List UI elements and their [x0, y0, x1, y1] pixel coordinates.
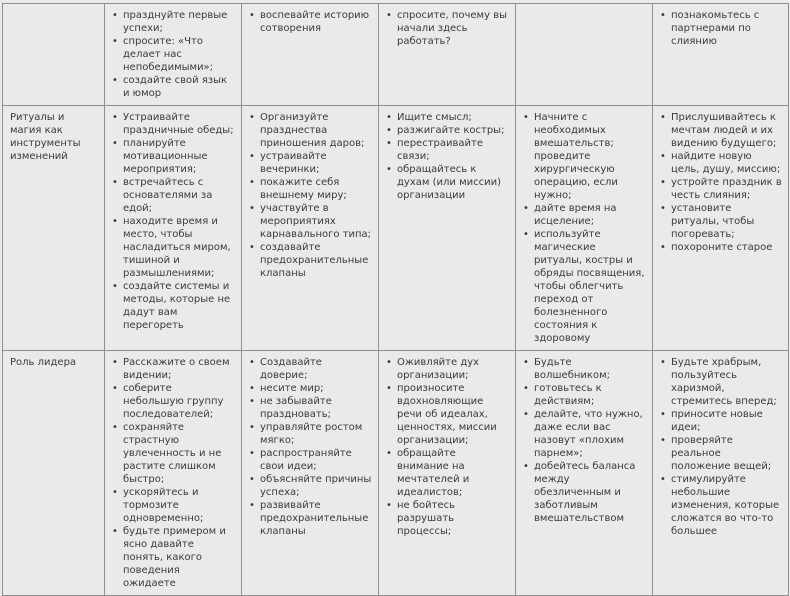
- list-item: • Будьте храбрым, пользуйтесь харизмой, стремитесь вперед;: [659, 356, 782, 408]
- table-cell: [516, 4, 653, 106]
- table-cell: [379, 4, 516, 106]
- list-item: • обращайтесь к духам (или миссии) организации: [385, 163, 509, 202]
- list-item: • Организуйте празднества приношения даров;: [248, 111, 372, 150]
- list-item: • Создавайте доверие;: [248, 356, 372, 382]
- list-item: • не бойтесь разрушать процессы;: [385, 499, 509, 538]
- list-item: • распространяйте свои идеи;: [248, 447, 372, 473]
- table-cell: [653, 106, 789, 351]
- book-table: [2, 3, 789, 596]
- bullet-list: [248, 9, 372, 35]
- bullet-list: [659, 356, 782, 538]
- list-item: • найдите новую цель, душу, миссию;: [659, 150, 782, 176]
- list-item: • разжигайте костры;: [385, 124, 509, 137]
- table-cell: [105, 351, 242, 596]
- list-item: • похороните старое: [659, 241, 782, 254]
- list-item: • сохраняйте страстную увлеченность и не растите слишком быстро;: [111, 421, 235, 486]
- list-item: • дайте время на исцеление;: [522, 202, 646, 228]
- table-cell: [516, 351, 653, 596]
- list-item: • планируйте мотивационные мероприятия;: [111, 137, 235, 176]
- list-item: • находите время и место, чтобы насладиться миром, тишиной и размышлениями;: [111, 215, 235, 280]
- list-item: • празднуйте первые успехи;: [111, 9, 235, 35]
- list-item: • будьте примером и ясно давайте понять, какого поведения ожидаете: [111, 525, 235, 590]
- list-item: • управляйте ростом мягко;: [248, 421, 372, 447]
- row-header: Роль лидера: [3, 351, 105, 596]
- bullet-list: [659, 111, 782, 254]
- bullet-list: [385, 356, 509, 538]
- bullet-list: [248, 111, 372, 280]
- list-item: • участвуйте в мероприятиях карнавального типа;: [248, 202, 372, 241]
- list-item: • познакомьтесь с партнерами по слиянию: [659, 9, 782, 48]
- list-item: • соберите небольшую группу последователей;: [111, 382, 235, 421]
- list-item: • используйте магические ритуалы, костры и обряды посвящения, чтобы облегчить переход от болезненного состояния к здоровому: [522, 228, 646, 345]
- bullet-list: [111, 356, 235, 590]
- list-item: • устройте праздник в честь слияния;: [659, 176, 782, 202]
- table-row: [3, 4, 789, 106]
- table-cell: [105, 106, 242, 351]
- list-item: • спросите, почему вы начали здесь работать?: [385, 9, 509, 48]
- list-item: • развивайте предохранительные клапаны: [248, 499, 372, 538]
- row-header: Ритуалы и магия как инструменты изменений: [3, 106, 105, 351]
- list-item: • установите ритуалы, чтобы погоревать;: [659, 202, 782, 241]
- list-item: • не забывайте праздновать;: [248, 395, 372, 421]
- bullet-list: [522, 356, 646, 525]
- table-cell: [242, 351, 379, 596]
- table-cell: [653, 351, 789, 596]
- list-item: • проверяйте реальное положение вещей;: [659, 434, 782, 473]
- bullet-list: [111, 111, 235, 332]
- list-item: • Оживляйте дух организации;: [385, 356, 509, 382]
- list-item: • создайте системы и методы, которые не дадут вам перегореть: [111, 280, 235, 332]
- table-cell: [516, 106, 653, 351]
- table-row: [3, 351, 789, 596]
- bullet-list: [659, 9, 782, 48]
- table-row: [3, 106, 789, 351]
- table-cell: [105, 4, 242, 106]
- list-item: • Начните с необходимых вмешательств; проведите хирургическую операцию, если нужно;: [522, 111, 646, 202]
- list-item: • покажите себя внешнему миру;: [248, 176, 372, 202]
- list-item: • Ищите смысл;: [385, 111, 509, 124]
- list-item: • создавайте предохранительные клапаны: [248, 241, 372, 280]
- table-cell: [242, 4, 379, 106]
- list-item: • Устраивайте праздничные обеды;: [111, 111, 235, 137]
- list-item: • Расскажите о своем видении;: [111, 356, 235, 382]
- list-item: • перестраивайте связи;: [385, 137, 509, 163]
- bullet-list: [522, 111, 646, 345]
- bullet-list: [111, 9, 235, 100]
- table-body: [3, 4, 789, 596]
- list-item: • готовьтесь к действиям;: [522, 382, 646, 408]
- bullet-list: [385, 111, 509, 202]
- list-item: • Прислушивайтесь к мечтам людей и их видению будущего;: [659, 111, 782, 150]
- list-item: • устраивайте вечеринки;: [248, 150, 372, 176]
- table-cell: [379, 106, 516, 351]
- list-item: • стимулируйте небольшие изменения, которые сложатся во что-то большее: [659, 473, 782, 538]
- list-item: • объясняйте причины успеха;: [248, 473, 372, 499]
- table-cell: [653, 4, 789, 106]
- list-item: • приносите новые идеи;: [659, 408, 782, 434]
- list-item: • встречайтесь с основателями за едой;: [111, 176, 235, 215]
- list-item: • Будьте волшебником;: [522, 356, 646, 382]
- list-item: • добейтесь баланса между обезличенным и заботливым вмешательством: [522, 460, 646, 525]
- list-item: • воспевайте историю сотворения: [248, 9, 372, 35]
- bullet-list: [248, 356, 372, 538]
- bullet-list: [385, 9, 509, 48]
- list-item: • произносите вдохновляющие речи об идеалах, ценностях, миссии организации;: [385, 382, 509, 447]
- list-item: • делайте, что нужно, даже если вас назовут «плохим парнем»;: [522, 408, 646, 460]
- list-item: • обращайте внимание на мечтателей и идеалистов;: [385, 447, 509, 499]
- list-item: • ускоряйтесь и тормозите одновременно;: [111, 486, 235, 525]
- list-item: • спросите: «Что делает нас непобедимыми»;: [111, 35, 235, 74]
- list-item: • создайте свой язык и юмор: [111, 74, 235, 100]
- table-cell: [379, 351, 516, 596]
- table-cell: [242, 106, 379, 351]
- row-header: [3, 4, 105, 106]
- list-item: • несите мир;: [248, 382, 372, 395]
